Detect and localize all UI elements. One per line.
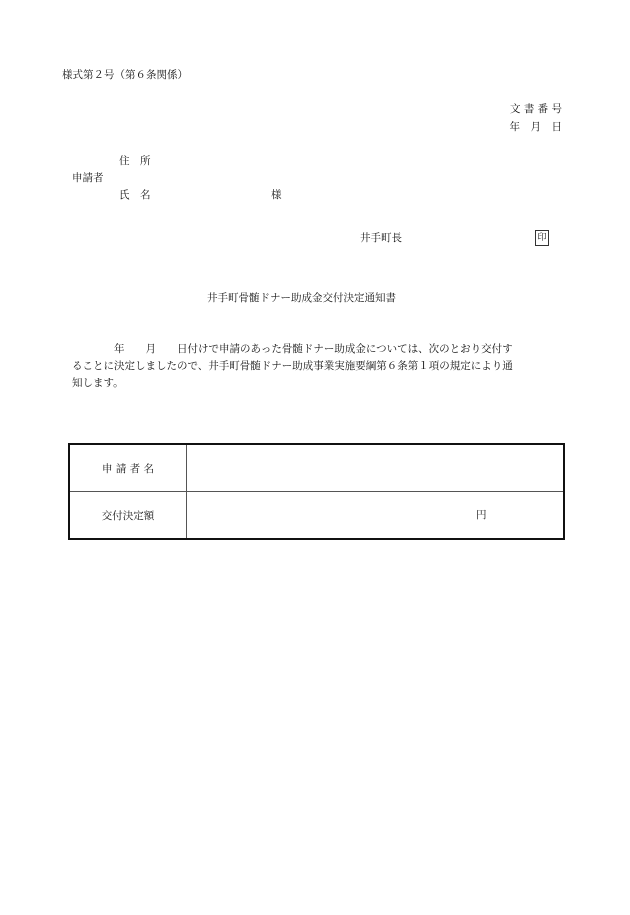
table-row xyxy=(69,444,564,492)
applicant-name-value xyxy=(187,444,565,492)
document-number-label: 文 書 番 号 xyxy=(509,103,562,115)
form-number-label: 様式第２号（第６条関係） xyxy=(62,69,188,81)
body-line: 年 月 日付けで申請のあった骨髄ドナー助成金については、次のとおり交付す xyxy=(72,343,513,355)
date-line: 年 月 日 xyxy=(509,121,562,133)
grant-amount-label: 交付決定額 xyxy=(69,492,187,540)
table-row xyxy=(69,492,564,540)
body-line: ることに決定しましたので、井手町骨髄ドナー助成事業実施要綱第６条第１項の規定により通 xyxy=(72,360,513,372)
applicant-name-label: 申 請 者 名 xyxy=(69,444,187,492)
body-paragraph xyxy=(72,341,566,392)
grant-amount-value xyxy=(187,492,565,540)
grant-info-table xyxy=(68,443,565,540)
applicant-group-label: 申請者 xyxy=(72,172,104,184)
seal-mark: 印 xyxy=(535,230,549,246)
body-line: 知します。 xyxy=(72,377,124,389)
yen-unit-label: 円 xyxy=(476,509,487,521)
document-title: 井手町骨髄ドナー助成金交付決定通知書 xyxy=(207,292,396,304)
address-label: 住 所 xyxy=(119,155,151,167)
honorific-label: 様 xyxy=(271,189,282,201)
issuer-title: 井手町長 xyxy=(360,232,402,244)
name-label: 氏 名 xyxy=(119,189,151,201)
